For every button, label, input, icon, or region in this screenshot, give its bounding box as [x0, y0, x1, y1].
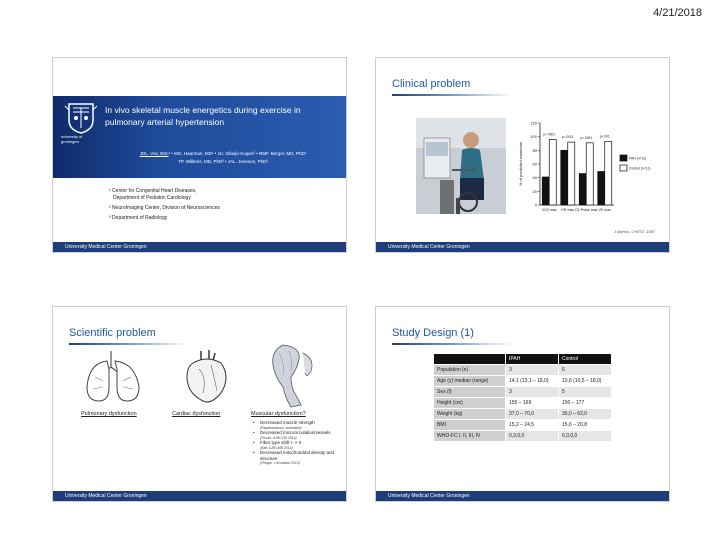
x-tick-label: VE max: [598, 208, 612, 212]
bar-control: [549, 139, 556, 205]
clinical-bar-chart: [516, 113, 656, 228]
x-tick-label: HR max: [561, 208, 575, 212]
affiliation: ² NeuroImaging Center, Division of Neurosciences: [109, 205, 220, 211]
slide-footer: University Medical Center Groningen: [53, 242, 346, 252]
significance-label: p<.0001: [543, 132, 556, 137]
table-row: BMI 15,2 – 24,5 15,6 – 20,8: [434, 420, 612, 431]
heart-icon: [181, 347, 233, 407]
university-crest-icon: [61, 102, 101, 134]
table-header: IPAH: [506, 354, 559, 365]
table-row: Population (n) 3 6: [434, 365, 612, 376]
label-muscular: Muscular dysfunction?: [251, 411, 306, 417]
muscle-findings-list: [251, 420, 346, 466]
heading-underline: [392, 343, 512, 345]
y-tick-label: 80: [532, 147, 537, 153]
label-cardiac: Cardiac dysfunction: [172, 411, 221, 417]
affiliation: ³ Department of Radiology: [109, 215, 168, 221]
authors: JDL. Vos, BSc¹ • MG. Haarman, MD¹ • JU. Sibeijn-Kuiper² • RMF. Berger, MD, PhD¹ TP. Willems, MD, PhD³ • JAL. Jeneson, PhD²: [139, 151, 307, 164]
y-tick-label: 0: [534, 202, 537, 208]
significance-label: p<.001: [599, 134, 610, 139]
lungs-icon: [81, 347, 145, 407]
bar-pah: [579, 174, 586, 205]
table-header-row: [434, 354, 612, 365]
table-header: [434, 354, 506, 365]
legend-swatch: [620, 165, 627, 171]
slide-heading: Scientific problem: [69, 327, 156, 339]
bar-pah: [598, 172, 605, 205]
exercise-test-photo: [416, 118, 506, 214]
list-item: • Decreased microcirculation/vessels (Fosuci, AJRCCM 2014): [251, 430, 346, 440]
table-row: Sex (f) 3 5: [434, 387, 612, 398]
y-tick-label: 40: [532, 175, 537, 181]
affiliation: ¹ Center for Congenital Heart Diseases,: [109, 188, 197, 194]
table-header: Control: [559, 354, 612, 365]
y-tick-label: 120: [530, 120, 537, 126]
page-date: 4/21/2018: [653, 7, 702, 19]
slide-title-text: In vivo skeletal muscle energetics during exercise in pulmonary arterial hypertension: [105, 105, 301, 127]
muscle-leg-icon: [261, 343, 321, 409]
affiliation: Department of Pediatric Cardiology: [113, 195, 191, 201]
legend-swatch: [620, 155, 627, 161]
bar-pah: [542, 177, 549, 205]
table-row: Weight (kg) 37,0 – 70,0 35,0 – 62,0: [434, 409, 612, 420]
table-row: Age (y) median (range) 14,1 (13,1 – 18,0) 13,6 (10,5 – 18,0): [434, 376, 612, 387]
y-axis-label: % of predicted maximum: [518, 141, 523, 187]
significance-label: p=.0001: [561, 135, 574, 140]
title-banner: [53, 96, 346, 178]
bar-pah: [561, 150, 568, 205]
y-tick-label: 100: [530, 134, 537, 140]
significance-label: p=.0001: [580, 135, 593, 140]
slide-clinical-problem[interactable]: [375, 57, 670, 253]
legend-label: Control (n=11): [629, 166, 651, 171]
table-row: Height (cm) 155 – 169 150 – 177: [434, 398, 612, 409]
y-tick-label: 20: [532, 188, 537, 194]
y-tick-label: 60: [532, 161, 537, 167]
table-row: WHO-FC I, II, III, IV 0,3,0,0 6,0,0,0: [434, 431, 612, 442]
slide-footer: University Medical Center Groningen: [53, 491, 346, 501]
slide-footer: University Medical Center Groningen: [376, 242, 669, 252]
study-design-table: [433, 353, 612, 442]
bar-control: [586, 143, 593, 205]
logo-text: university of groningen: [61, 134, 83, 144]
x-tick-label: VO2 max: [541, 208, 557, 212]
list-item: • Fiber type shift I -> II (Batt, AJRCMB 2014): [251, 440, 346, 450]
slide-heading: Clinical problem: [392, 78, 471, 90]
slide-heading: Study Design (1): [392, 327, 474, 339]
heading-underline: [392, 94, 512, 96]
list-item: • Decreased mitochondrial density and structure (Pilinger, Circulation 2013): [251, 450, 346, 466]
bar-control: [568, 142, 575, 205]
legend-label: PAH (n=11): [629, 156, 647, 161]
list-item: • Decreased muscle strength (Papathanasiou, submitted): [251, 420, 346, 430]
slide-title[interactable]: [52, 57, 347, 253]
label-pulmonary: Pulmonary dysfunction: [81, 411, 137, 417]
bar-control: [605, 141, 612, 205]
citation: J Marino, CHEST 1987: [613, 229, 655, 234]
heading-underline: [69, 343, 189, 345]
slide-scientific-problem[interactable]: [52, 306, 347, 502]
x-tick-label: O2 Pulse max: [574, 208, 598, 212]
slide-footer: University Medical Center Groningen: [376, 491, 669, 501]
slide-study-design[interactable]: [375, 306, 670, 502]
